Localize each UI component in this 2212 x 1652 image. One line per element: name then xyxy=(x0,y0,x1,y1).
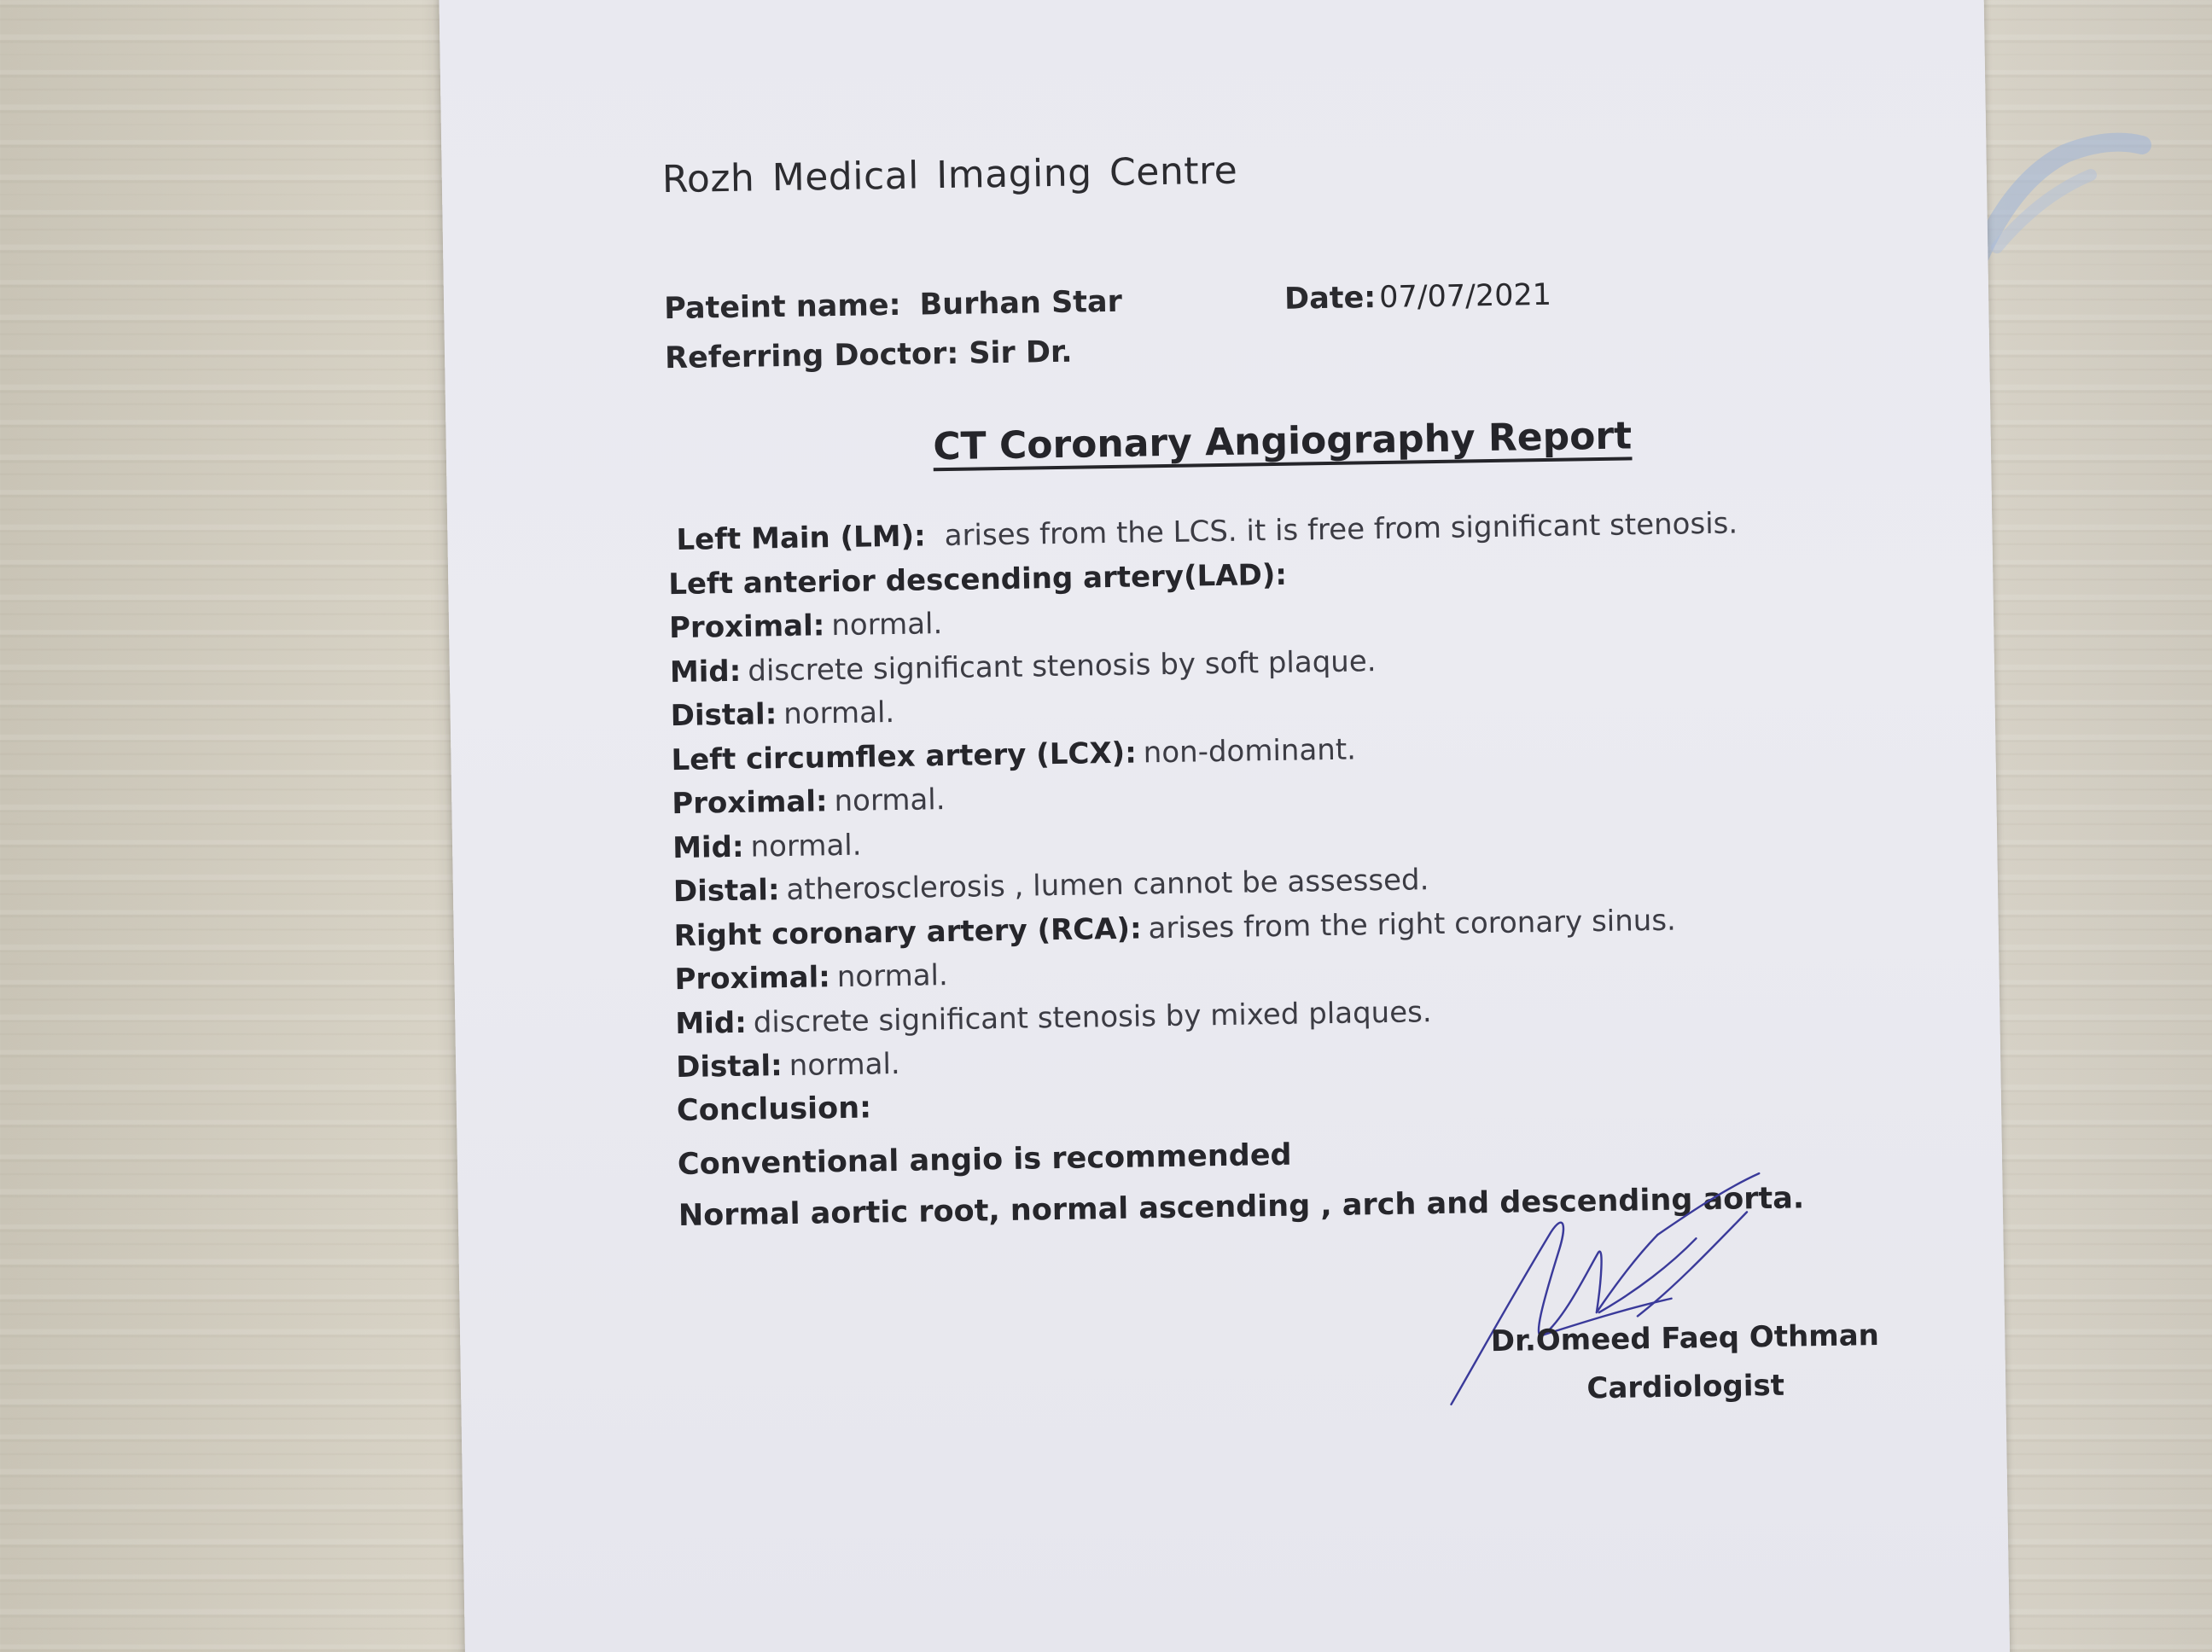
finding-label: Left circumflex artery (LCX): xyxy=(671,736,1138,777)
date-value: 07/07/2021 xyxy=(1378,277,1552,315)
finding-label: Distal: xyxy=(670,697,777,734)
finding-value: discrete significant stenosis by mixed plaques. xyxy=(753,994,1432,1040)
referring-doctor-row xyxy=(665,335,1073,375)
finding-label: Distal: xyxy=(672,873,780,910)
finding-value: discrete significant stenosis by soft plaque. xyxy=(748,643,1377,689)
finding-label: Proximal: xyxy=(674,960,831,998)
report-title: CT Coronary Angiography Report xyxy=(932,414,1633,469)
blue-pen-smudge xyxy=(1963,128,2159,265)
finding-value: normal. xyxy=(789,1046,900,1083)
finding-label: Proximal: xyxy=(672,784,828,822)
date-label: Date: xyxy=(1284,281,1377,317)
patient-name-row xyxy=(664,285,1122,326)
referring-doctor-label: Referring Doctor: xyxy=(664,336,959,376)
finding-label: Left anterior descending artery(LAD): xyxy=(667,557,1288,602)
finding-value: normal. xyxy=(783,695,895,732)
finding-label: Proximal: xyxy=(668,608,825,646)
finding-label: Distal: xyxy=(675,1049,783,1085)
finding-value: arises from the right coronary sinus. xyxy=(1148,903,1677,945)
finding-label: Left Main (LM): xyxy=(676,519,927,557)
finding-label: Mid: xyxy=(672,829,744,865)
finding-value: normal. xyxy=(834,782,946,819)
date-row xyxy=(1284,278,1551,317)
signatory-title: Cardiologist xyxy=(1586,1368,1785,1406)
patient-name-label: Pateint name: xyxy=(663,288,901,327)
referring-doctor-value: Sir Dr. xyxy=(968,334,1073,371)
finding-value: atherosclerosis , lumen cannot be assessed. xyxy=(786,863,1429,907)
centre-name: Rozh Medical Imaging Centre xyxy=(661,148,1238,202)
patient-name-value: Burhan Star xyxy=(919,284,1123,323)
finding-label: Mid: xyxy=(669,654,742,689)
conclusion-line: Conventional angio is recommended xyxy=(677,1137,1292,1183)
finding-value: normal. xyxy=(836,958,949,995)
finding-value xyxy=(1294,557,1295,591)
report-sheet xyxy=(439,0,2010,1652)
finding-value: arises from the LCS. it is free from significant stenosis. xyxy=(944,506,1738,554)
finding-label: Right coronary artery (RCA): xyxy=(673,910,1142,953)
finding-value: normal. xyxy=(750,828,862,864)
conclusion-heading: Conclusion: xyxy=(676,1091,872,1129)
finding-label: Mid: xyxy=(675,1005,748,1041)
signatory-name: Dr.Omeed Faeq Othman xyxy=(1490,1318,1880,1359)
signature-block xyxy=(1429,1312,1942,1416)
finding-value: non-dominant. xyxy=(1143,731,1357,770)
finding-value: normal. xyxy=(831,607,943,643)
conclusion-line: Normal aortic root, normal ascending , arch and descending aorta. xyxy=(678,1181,1805,1234)
findings-list xyxy=(667,499,1956,1091)
